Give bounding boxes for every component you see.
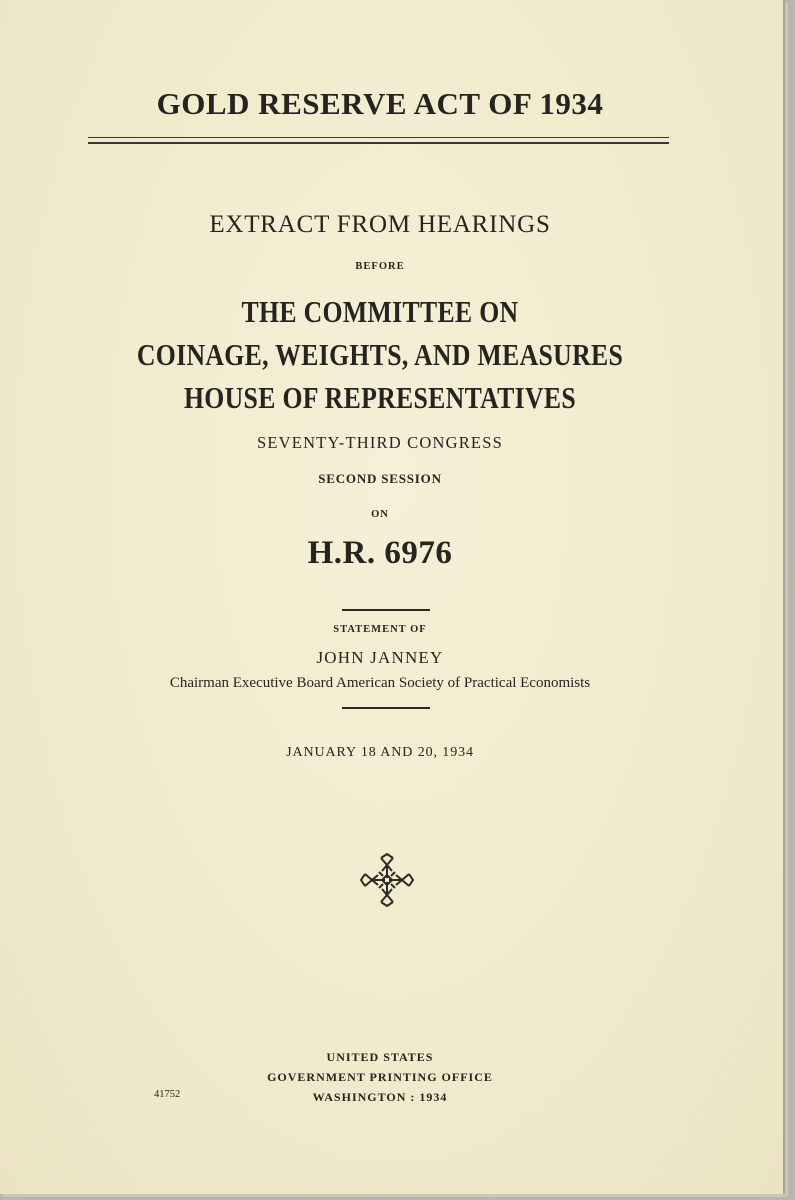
witness-position: Chairman Executive Board American Society of Practical Economists — [169, 675, 591, 691]
printer-job-number: 41752 — [154, 1089, 181, 1100]
imprint-line-2: GOVERNMENT PRINTING OFFICE — [267, 1070, 493, 1084]
document-subtitle: EXTRACT FROM HEARINGS — [209, 211, 551, 238]
hearing-dates: JANUARY 18 AND 20, 1934 — [286, 745, 474, 760]
committee-line-3: HOUSE OF REPRESENTATIVES — [183, 380, 577, 415]
congress-label: SEVENTY-THIRD CONGRESS — [257, 433, 503, 452]
committee-line-1: THE COMMITTEE ON — [241, 294, 519, 329]
on-label: ON — [371, 509, 389, 520]
bill-number: H.R. 6976 — [307, 535, 453, 571]
before-label: BEFORE — [355, 261, 405, 272]
witness-name: JOHN JANNEY — [316, 648, 444, 667]
divider-rule-lower — [342, 707, 430, 709]
imprint-line-1: UNITED STATES — [326, 1050, 434, 1064]
divider-rule-upper — [342, 609, 430, 611]
statement-label: STATEMENT OF — [333, 624, 427, 635]
title-double-rule — [88, 137, 669, 144]
imprint-line-3: WASHINGTON : 1934 — [312, 1090, 448, 1104]
printer-ornament-icon — [358, 851, 416, 909]
document-title: GOLD RESERVE ACT OF 1934 — [156, 86, 604, 121]
session-label: SECOND SESSION — [318, 471, 442, 486]
committee-line-2: COINAGE, WEIGHTS, AND MEASURES — [136, 337, 624, 372]
